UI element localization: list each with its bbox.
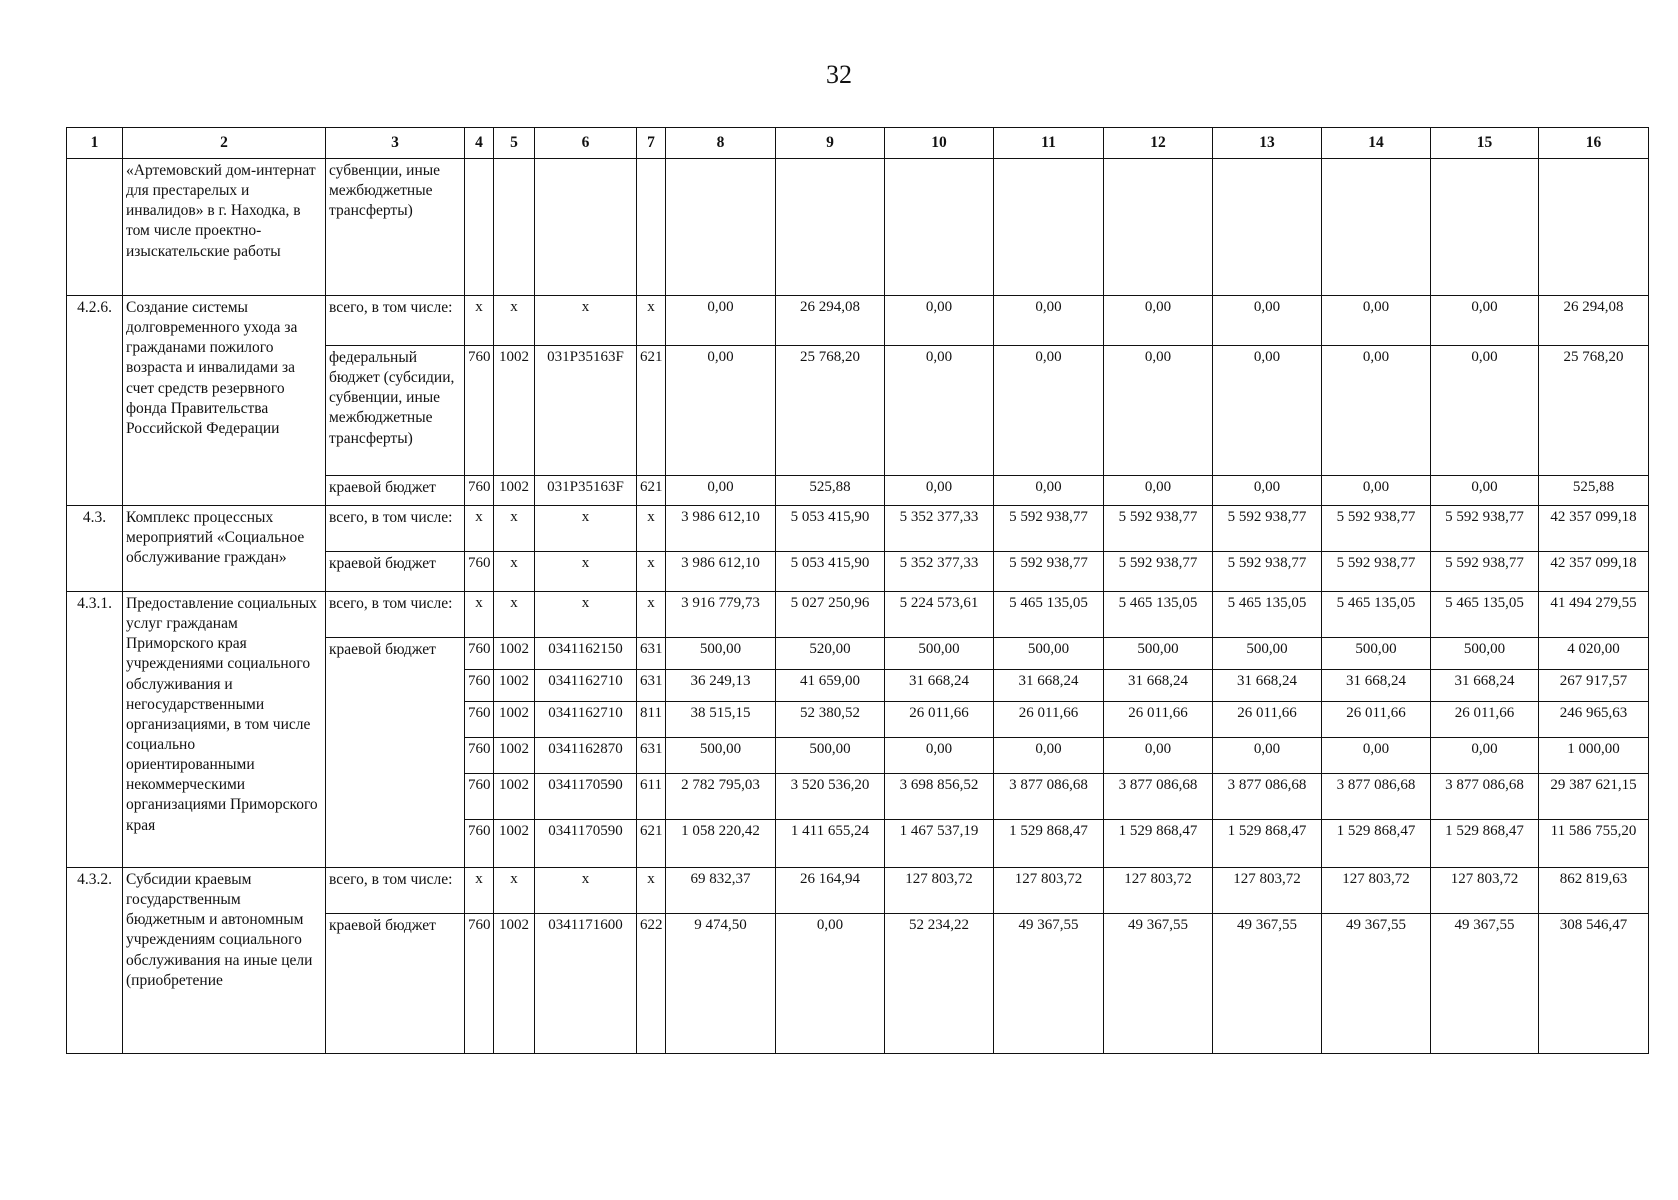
cell: 760 xyxy=(465,670,494,702)
cell: 760 xyxy=(465,346,494,476)
value-cell: 3 916 779,73 xyxy=(666,592,776,638)
value-cell: 1 529 868,47 xyxy=(994,820,1104,868)
value-cell: 0,00 xyxy=(1431,476,1539,506)
value-cell: 5 053 415,90 xyxy=(776,506,885,552)
cell: 1002 xyxy=(494,670,535,702)
value-cell: 49 367,55 xyxy=(994,914,1104,1054)
value-cell: 0,00 xyxy=(994,738,1104,774)
cell: x xyxy=(465,592,494,638)
value-cell: 308 546,47 xyxy=(1539,914,1649,1054)
cell: 760 xyxy=(465,476,494,506)
table-row xyxy=(67,506,1649,552)
cell: 1002 xyxy=(494,820,535,868)
value-cell: 525,88 xyxy=(1539,476,1649,506)
value-cell: 49 367,55 xyxy=(1104,914,1213,1054)
cell: 611 xyxy=(637,774,666,820)
value-cell: 5 465 135,05 xyxy=(1322,592,1431,638)
value-cell: 500,00 xyxy=(885,638,994,670)
value-cell: 525,88 xyxy=(776,476,885,506)
value-cell: 26 011,66 xyxy=(1104,702,1213,738)
value-cell: 5 465 135,05 xyxy=(1431,592,1539,638)
header-row xyxy=(67,128,1649,159)
value-cell: 0,00 xyxy=(885,346,994,476)
cell: 622 xyxy=(637,914,666,1054)
value-cell: 127 803,72 xyxy=(1104,868,1213,914)
cell: 0341162870 xyxy=(535,738,637,774)
cell: 760 xyxy=(465,774,494,820)
value-cell: 0,00 xyxy=(1322,476,1431,506)
value-cell: 246 965,63 xyxy=(1539,702,1649,738)
value-cell: 69 832,37 xyxy=(666,868,776,914)
value-cell: 127 803,72 xyxy=(994,868,1104,914)
value-cell: 31 668,24 xyxy=(1431,670,1539,702)
page-number: 32 xyxy=(826,60,852,89)
cell: x xyxy=(637,592,666,638)
row-source: краевой бюджет xyxy=(326,476,465,506)
cell: 760 xyxy=(465,738,494,774)
value-cell: 3 986 612,10 xyxy=(666,552,776,592)
value-cell: 0,00 xyxy=(1431,296,1539,346)
value-cell: 41 494 279,55 xyxy=(1539,592,1649,638)
row-id: 4.3. xyxy=(67,506,123,592)
value-cell: 26 011,66 xyxy=(994,702,1104,738)
value-cell: 127 803,72 xyxy=(1322,868,1431,914)
value-cell: 5 592 938,77 xyxy=(994,552,1104,592)
row-source: федеральный бюджет (субсидии, субвенции, иные межбюджетные трансферты) xyxy=(326,346,465,476)
cell: 631 xyxy=(637,738,666,774)
value-cell: 5 592 938,77 xyxy=(1322,506,1431,552)
value-cell: 1 411 655,24 xyxy=(776,820,885,868)
value-cell: 0,00 xyxy=(1431,346,1539,476)
value-cell: 26 294,08 xyxy=(1539,296,1649,346)
row-source: краевой бюджет xyxy=(326,914,465,1054)
value-cell: 0,00 xyxy=(1213,738,1322,774)
table-row xyxy=(67,868,1649,914)
value-cell: 31 668,24 xyxy=(1213,670,1322,702)
row-name: Создание системы долговременного ухода за гражданами пожилого возраста и инвалидами за счет средств резервного фонда Правительства Российской Федерации xyxy=(123,296,326,506)
header-cell: 4 xyxy=(465,128,494,159)
cell: x xyxy=(494,592,535,638)
value-cell: 0,00 xyxy=(885,296,994,346)
header-cell: 10 xyxy=(885,128,994,159)
value-cell: 1 000,00 xyxy=(1539,738,1649,774)
row-source: краевой бюджет xyxy=(326,638,465,868)
cell: x xyxy=(494,296,535,346)
cell: x xyxy=(637,296,666,346)
cell: x xyxy=(535,592,637,638)
cell: x xyxy=(494,552,535,592)
cell: x xyxy=(535,506,637,552)
cell: x xyxy=(535,552,637,592)
header-cell: 7 xyxy=(637,128,666,159)
header-cell: 2 xyxy=(123,128,326,159)
value-cell: 26 011,66 xyxy=(1213,702,1322,738)
cell: x xyxy=(465,296,494,346)
row-name: Комплекс процессных мероприятий «Социальное обслуживание граждан» xyxy=(123,506,326,592)
value-cell: 26 011,66 xyxy=(1322,702,1431,738)
value-cell: 0,00 xyxy=(885,738,994,774)
header-cell: 11 xyxy=(994,128,1104,159)
row-id: 4.3.1. xyxy=(67,592,123,868)
row-source: всего, в том числе: xyxy=(326,868,465,914)
cell: x xyxy=(637,868,666,914)
value-cell: 1 529 868,47 xyxy=(1213,820,1322,868)
value-cell: 5 592 938,77 xyxy=(1213,552,1322,592)
value-cell: 1 467 537,19 xyxy=(885,820,994,868)
value-cell: 49 367,55 xyxy=(1322,914,1431,1054)
value-cell: 0,00 xyxy=(994,296,1104,346)
value-cell: 0,00 xyxy=(994,476,1104,506)
value-cell: 0,00 xyxy=(1104,346,1213,476)
value-cell: 0,00 xyxy=(1213,346,1322,476)
value-cell: 4 020,00 xyxy=(1539,638,1649,670)
header-cell: 16 xyxy=(1539,128,1649,159)
value-cell: 0,00 xyxy=(1322,296,1431,346)
cell: 1002 xyxy=(494,476,535,506)
value-cell: 5 465 135,05 xyxy=(994,592,1104,638)
header-cell: 15 xyxy=(1431,128,1539,159)
value-cell: 5 592 938,77 xyxy=(1322,552,1431,592)
cell: 0341171600 xyxy=(535,914,637,1054)
row-id: 4.3.2. xyxy=(67,868,123,1054)
value-cell: 2 782 795,03 xyxy=(666,774,776,820)
value-cell: 0,00 xyxy=(994,346,1104,476)
value-cell: 1 058 220,42 xyxy=(666,820,776,868)
cell: x xyxy=(535,296,637,346)
value-cell: 42 357 099,18 xyxy=(1539,506,1649,552)
value-cell: 1 529 868,47 xyxy=(1431,820,1539,868)
value-cell: 3 698 856,52 xyxy=(885,774,994,820)
value-cell: 31 668,24 xyxy=(1104,670,1213,702)
cell: 0341162150 xyxy=(535,638,637,670)
value-cell: 5 352 377,33 xyxy=(885,506,994,552)
value-cell: 5 592 938,77 xyxy=(1213,506,1322,552)
value-cell: 5 592 938,77 xyxy=(1104,506,1213,552)
value-cell: 31 668,24 xyxy=(1322,670,1431,702)
value-cell: 5 592 938,77 xyxy=(1431,506,1539,552)
value-cell: 5 592 938,77 xyxy=(1104,552,1213,592)
value-cell: 52 234,22 xyxy=(885,914,994,1054)
value-cell: 9 474,50 xyxy=(666,914,776,1054)
value-cell: 127 803,72 xyxy=(1213,868,1322,914)
cell: x xyxy=(637,552,666,592)
row-name: «Артемовский дом-интернат для престарелых и инвалидов» в г. Находка, в том числе проектно-изыскательские работы xyxy=(123,159,326,296)
value-cell: 36 249,13 xyxy=(666,670,776,702)
header-cell: 5 xyxy=(494,128,535,159)
row-name: Предоставление социальных услуг гражданам Приморского края учреждениями социального обслуживания и негосударственными организациями, в том числе социально ориентированными некоммерческими организациями Приморского края xyxy=(123,592,326,868)
cell: 621 xyxy=(637,820,666,868)
value-cell: 1 529 868,47 xyxy=(1104,820,1213,868)
value-cell: 5 592 938,77 xyxy=(1431,552,1539,592)
cell: 1002 xyxy=(494,702,535,738)
cell: 1002 xyxy=(494,638,535,670)
value-cell: 267 917,57 xyxy=(1539,670,1649,702)
value-cell: 38 515,15 xyxy=(666,702,776,738)
value-cell: 500,00 xyxy=(1322,638,1431,670)
row-name: Субсидии краевым государственным бюджетным и автономным учреждениям социального обслуживания на иные цели (приобретение xyxy=(123,868,326,1054)
value-cell: 5 465 135,05 xyxy=(1104,592,1213,638)
cell: 1002 xyxy=(494,346,535,476)
value-cell: 862 819,63 xyxy=(1539,868,1649,914)
value-cell: 31 668,24 xyxy=(885,670,994,702)
cell: 621 xyxy=(637,476,666,506)
cell: 811 xyxy=(637,702,666,738)
value-cell: 0,00 xyxy=(666,476,776,506)
value-cell: 5 592 938,77 xyxy=(994,506,1104,552)
value-cell: 3 877 086,68 xyxy=(1431,774,1539,820)
cell: x xyxy=(465,506,494,552)
value-cell: 0,00 xyxy=(1322,738,1431,774)
value-cell: 41 659,00 xyxy=(776,670,885,702)
row-source: субвенции, иные межбюджетные трансферты) xyxy=(326,159,465,296)
value-cell: 500,00 xyxy=(1104,638,1213,670)
cell: 0341162710 xyxy=(535,702,637,738)
row-id xyxy=(67,159,123,296)
value-cell: 52 380,52 xyxy=(776,702,885,738)
cell: 1002 xyxy=(494,738,535,774)
cell: 760 xyxy=(465,820,494,868)
row-id: 4.2.6. xyxy=(67,296,123,506)
value-cell: 31 668,24 xyxy=(994,670,1104,702)
cell: 031P35163F xyxy=(535,346,637,476)
cell: 631 xyxy=(637,670,666,702)
cell: x xyxy=(494,506,535,552)
value-cell: 5 224 573,61 xyxy=(885,592,994,638)
value-cell: 49 367,55 xyxy=(1213,914,1322,1054)
value-cell: 3 877 086,68 xyxy=(1322,774,1431,820)
cell: x xyxy=(535,868,637,914)
value-cell: 25 768,20 xyxy=(1539,346,1649,476)
cell: 760 xyxy=(465,702,494,738)
row-source: всего, в том числе: xyxy=(326,506,465,552)
value-cell: 26 294,08 xyxy=(776,296,885,346)
header-cell: 3 xyxy=(326,128,465,159)
cell: 760 xyxy=(465,638,494,670)
table-row xyxy=(67,159,1649,296)
cell: 621 xyxy=(637,346,666,476)
value-cell: 500,00 xyxy=(666,638,776,670)
row-source: краевой бюджет xyxy=(326,552,465,592)
value-cell: 500,00 xyxy=(994,638,1104,670)
cell: x xyxy=(637,506,666,552)
value-cell: 11 586 755,20 xyxy=(1539,820,1649,868)
cell: 0341170590 xyxy=(535,820,637,868)
value-cell: 3 520 536,20 xyxy=(776,774,885,820)
value-cell: 0,00 xyxy=(1322,346,1431,476)
header-cell: 1 xyxy=(67,128,123,159)
value-cell: 1 529 868,47 xyxy=(1322,820,1431,868)
value-cell: 0,00 xyxy=(1104,476,1213,506)
header-cell: 9 xyxy=(776,128,885,159)
cell: x xyxy=(494,868,535,914)
header-cell: 8 xyxy=(666,128,776,159)
value-cell: 127 803,72 xyxy=(1431,868,1539,914)
table-row xyxy=(67,296,1649,346)
cell: 031P35163F xyxy=(535,476,637,506)
value-cell: 0,00 xyxy=(1104,738,1213,774)
value-cell: 3 877 086,68 xyxy=(1213,774,1322,820)
value-cell: 0,00 xyxy=(666,346,776,476)
header-cell: 14 xyxy=(1322,128,1431,159)
value-cell: 500,00 xyxy=(666,738,776,774)
value-cell: 5 352 377,33 xyxy=(885,552,994,592)
budget-table xyxy=(66,127,1649,1054)
value-cell: 520,00 xyxy=(776,638,885,670)
cell: 1002 xyxy=(494,914,535,1054)
value-cell: 3 877 086,68 xyxy=(1104,774,1213,820)
value-cell: 42 357 099,18 xyxy=(1539,552,1649,592)
value-cell: 5 027 250,96 xyxy=(776,592,885,638)
table-row xyxy=(67,592,1649,638)
value-cell: 0,00 xyxy=(885,476,994,506)
value-cell: 0,00 xyxy=(1104,296,1213,346)
cell: x xyxy=(465,868,494,914)
value-cell: 49 367,55 xyxy=(1431,914,1539,1054)
value-cell: 3 877 086,68 xyxy=(994,774,1104,820)
value-cell: 500,00 xyxy=(776,738,885,774)
value-cell: 25 768,20 xyxy=(776,346,885,476)
cell: 0341170590 xyxy=(535,774,637,820)
value-cell: 29 387 621,15 xyxy=(1539,774,1649,820)
header-cell: 13 xyxy=(1213,128,1322,159)
value-cell: 5 053 415,90 xyxy=(776,552,885,592)
value-cell: 127 803,72 xyxy=(885,868,994,914)
value-cell: 26 164,94 xyxy=(776,868,885,914)
value-cell: 0,00 xyxy=(1431,738,1539,774)
value-cell: 3 986 612,10 xyxy=(666,506,776,552)
value-cell: 500,00 xyxy=(1213,638,1322,670)
cell: 0341162710 xyxy=(535,670,637,702)
value-cell: 0,00 xyxy=(1213,476,1322,506)
header-cell: 6 xyxy=(535,128,637,159)
value-cell: 26 011,66 xyxy=(1431,702,1539,738)
value-cell: 0,00 xyxy=(1213,296,1322,346)
cell: 631 xyxy=(637,638,666,670)
row-source: всего, в том числе: xyxy=(326,592,465,638)
value-cell: 5 465 135,05 xyxy=(1213,592,1322,638)
cell: 760 xyxy=(465,552,494,592)
cell: 760 xyxy=(465,914,494,1054)
row-source: всего, в том числе: xyxy=(326,296,465,346)
value-cell: 0,00 xyxy=(776,914,885,1054)
value-cell: 26 011,66 xyxy=(885,702,994,738)
header-cell: 12 xyxy=(1104,128,1213,159)
value-cell: 500,00 xyxy=(1431,638,1539,670)
value-cell: 0,00 xyxy=(666,296,776,346)
cell: 1002 xyxy=(494,774,535,820)
